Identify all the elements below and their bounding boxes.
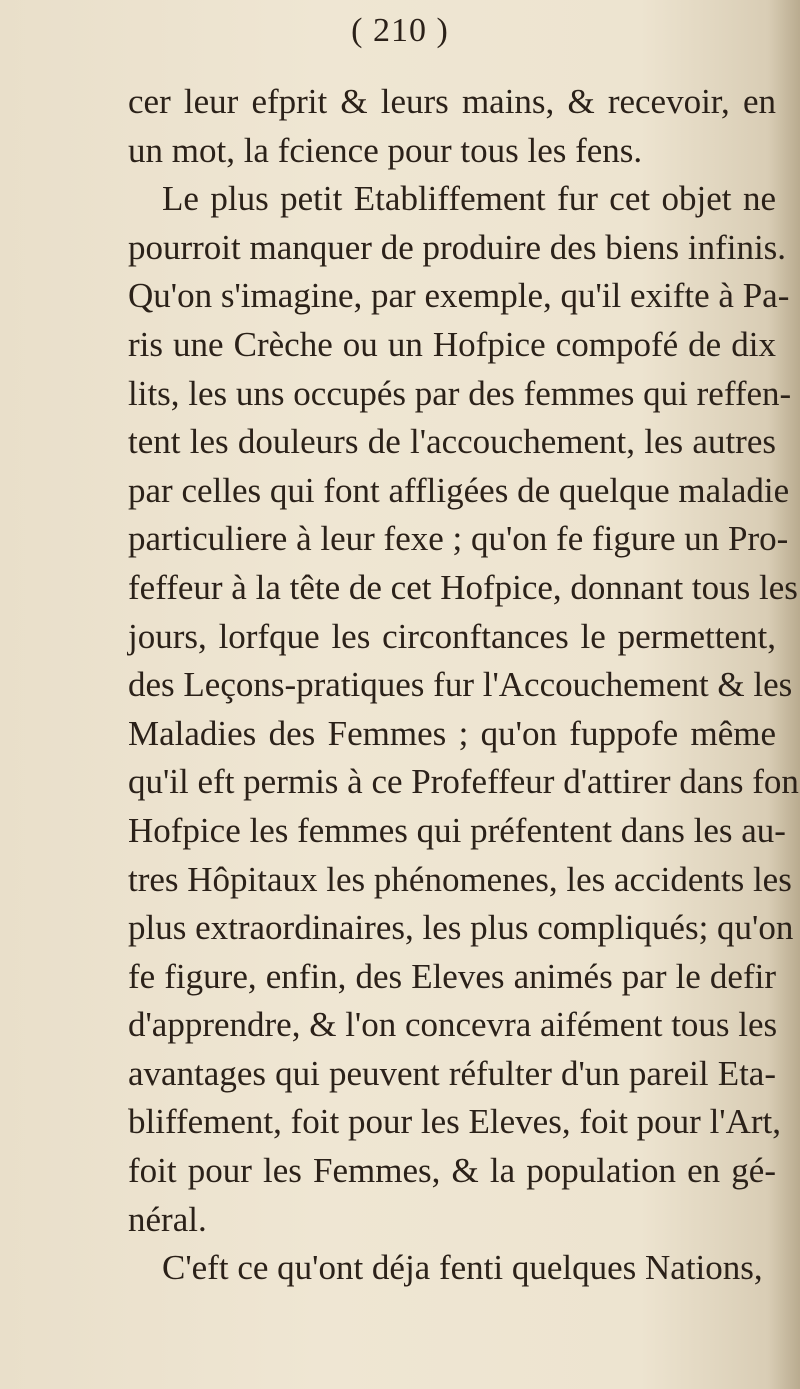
text-line: bliffement, foit pour les Eleves, foit pour l'Art, bbox=[128, 1102, 782, 1142]
text-line: jours, lorfque les circonftances le permettent, bbox=[128, 616, 776, 656]
text-line: feffeur à la tête de cet Hofpice, donnant tous les bbox=[128, 567, 798, 607]
text-line: particuliere à leur fexe ; qu'on fe figure un Pro- bbox=[128, 519, 789, 559]
text-line: fe figure, enfin, des Eleves animés par le defir bbox=[128, 956, 776, 996]
text-line: C'eft ce qu'ont déja fenti quelques Nations, bbox=[162, 1248, 763, 1288]
text-line: tent les douleurs de l'accouchement, les autres bbox=[128, 422, 776, 462]
text-line: plus extraordinaires, les plus compliqués; qu'on bbox=[128, 908, 794, 948]
text-line: un mot, la fcience pour tous les fens. bbox=[128, 130, 643, 170]
body-text bbox=[128, 78, 799, 1293]
text-line: lits, les uns occupés par des femmes qui reffen- bbox=[128, 373, 792, 413]
text-line: Le plus petit Etabliffement fur cet objet ne bbox=[162, 179, 776, 219]
text-line: avantages qui peuvent réfulter d'un pareil Eta- bbox=[128, 1053, 776, 1093]
page-number: ( 210 ) bbox=[351, 12, 449, 49]
text-line: Hofpice les femmes qui préfentent dans les au- bbox=[128, 810, 786, 850]
text-line: ris une Crèche ou un Hofpice compofé de dix bbox=[128, 324, 776, 364]
text-line: d'apprendre, & l'on concevra aifément tous les bbox=[128, 1005, 778, 1045]
text-line: par celles qui font affligées de quelque maladie bbox=[128, 470, 790, 510]
text-line: Maladies des Femmes ; qu'on fuppofe même bbox=[128, 713, 776, 753]
text-line: foit pour les Femmes, & la population en gé- bbox=[128, 1151, 776, 1191]
text-line: Qu'on s'imagine, par exemple, qu'il exifte à Pa- bbox=[128, 276, 790, 316]
text-line: cer leur efprit & leurs mains, & recevoir, en bbox=[128, 82, 776, 121]
text-line: pourroit manquer de produire des biens infinis. bbox=[128, 227, 787, 267]
text-line: tres Hôpitaux les phénomenes, les accidents les bbox=[128, 859, 792, 899]
text-line: néral. bbox=[128, 1199, 207, 1239]
text-line: des Leçons-pratiques fur l'Accouchement & les bbox=[128, 665, 793, 705]
text-line: qu'il eft permis à ce Profeffeur d'attirer dans fon bbox=[128, 762, 799, 802]
